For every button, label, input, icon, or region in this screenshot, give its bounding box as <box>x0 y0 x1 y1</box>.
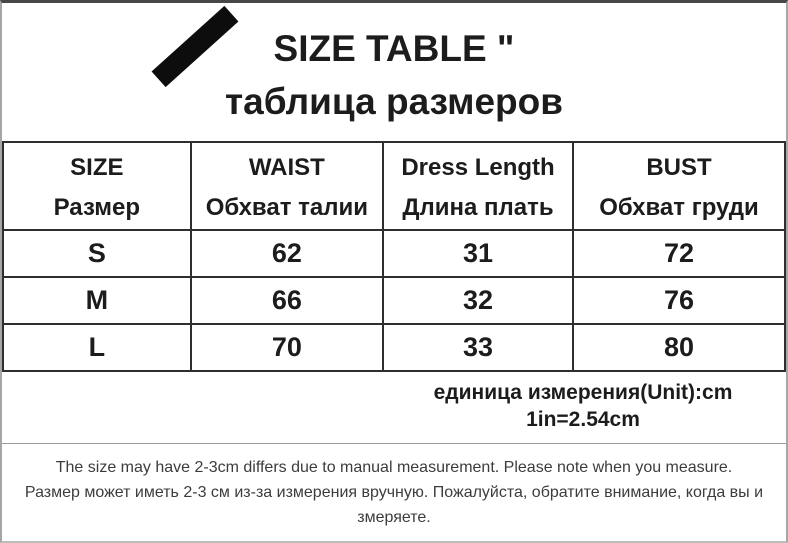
unit-line: единица измерения(Unit):cm <box>433 381 733 404</box>
page-title-ru: таблица размеров <box>225 81 563 122</box>
column-header-bust <box>573 142 785 230</box>
size-table <box>2 141 786 372</box>
cell-dress-length: 32 <box>383 277 573 324</box>
title-section <box>2 3 786 141</box>
column-header-waist <box>191 142 383 230</box>
cell-size: M <box>3 277 191 324</box>
column-header-dress-length <box>383 142 573 230</box>
cell-waist: 70 <box>191 324 383 371</box>
cell-bust: 76 <box>573 277 785 324</box>
cell-waist: 66 <box>191 277 383 324</box>
column-header-size-en: SIZE <box>70 154 124 181</box>
cell-bust: 72 <box>573 230 785 277</box>
column-header-size <box>3 142 191 230</box>
unit-section <box>2 372 786 443</box>
column-header-waist-ru: Обхват талии <box>205 194 368 221</box>
column-header-size-ru: Размер <box>53 194 141 221</box>
table-header-row <box>3 142 785 230</box>
column-header-bust-ru: Обхват груди <box>599 194 759 221</box>
cell-size: S <box>3 230 191 277</box>
note-line-ru-1: Размер может иметь 2-3 см из-за измерения вручную. Пожалуйста, обратите внимание, когда вы и <box>24 484 764 501</box>
cell-dress-length: 31 <box>383 230 573 277</box>
page-title-en: SIZE TABLE " <box>273 28 515 69</box>
notes-section <box>2 443 786 530</box>
note-line-ru-2: змеряете. <box>357 509 431 526</box>
column-header-waist-en: WAIST <box>248 154 325 181</box>
cell-dress-length: 33 <box>383 324 573 371</box>
cell-bust: 80 <box>573 324 785 371</box>
column-header-bust-en: BUST <box>646 154 712 181</box>
table-row <box>3 230 785 277</box>
column-header-dress-length-ru: Длина плать <box>402 194 554 221</box>
cell-waist: 62 <box>191 230 383 277</box>
table-row <box>3 324 785 371</box>
table-row <box>3 277 785 324</box>
note-line-en: The size may have 2-3cm differs due to manual measurement. Please note when you measure. <box>55 459 733 476</box>
column-header-dress-length-en: Dress Length <box>401 154 555 181</box>
cell-size: L <box>3 324 191 371</box>
unit-block <box>378 372 788 433</box>
conversion-line: 1in=2.54cm <box>526 408 640 431</box>
